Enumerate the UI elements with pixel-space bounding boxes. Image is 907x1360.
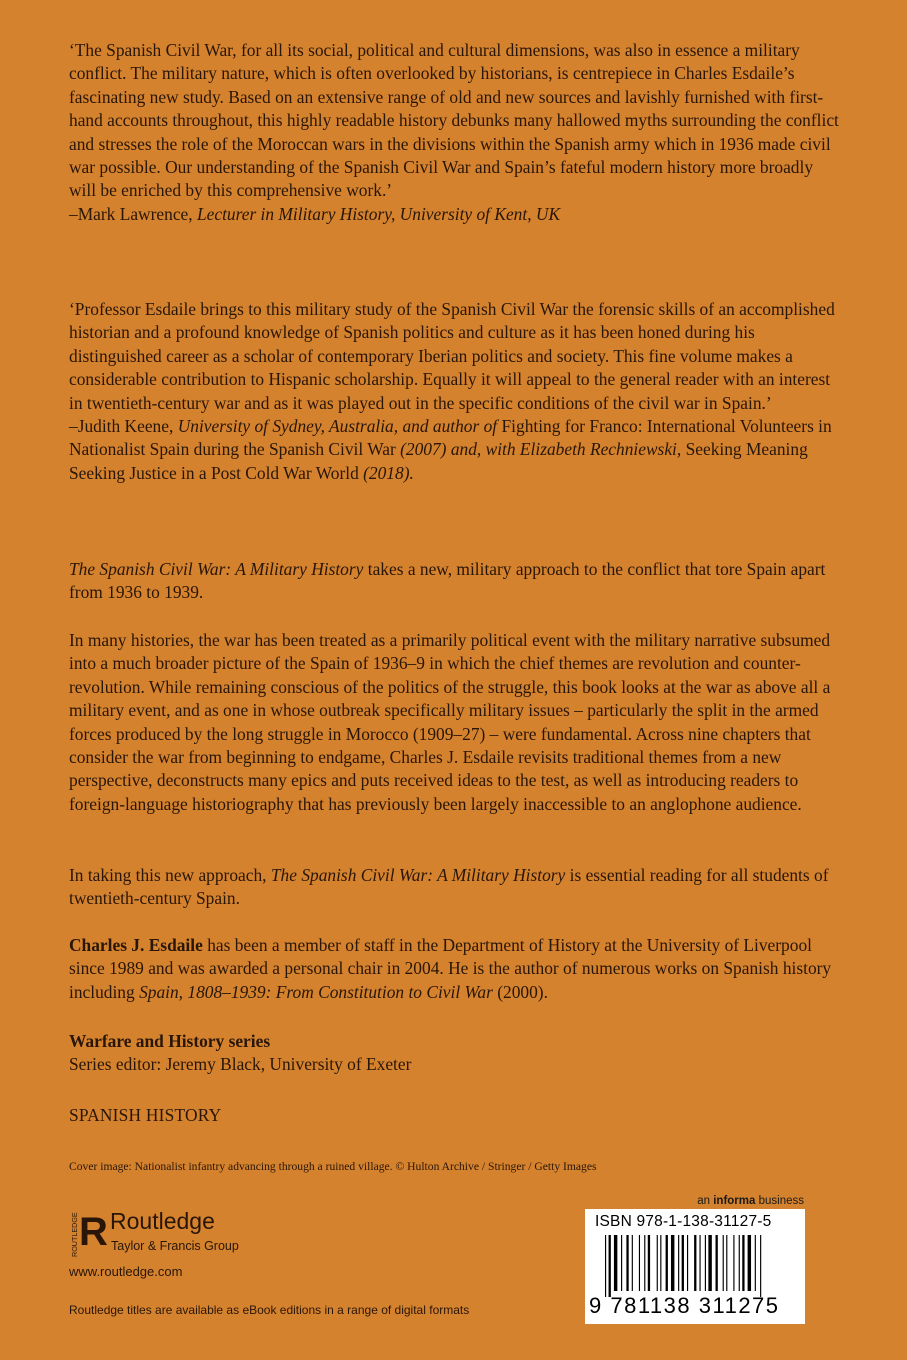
quote-affiliation: Lecturer in Military History, University of Kent, UK [196, 203, 561, 224]
barcode-bar [755, 1235, 756, 1291]
cover-image-credit: Cover image: Nationalist infantry advancing through a ruined village. © Hulton Archive / Stringer / Getty Images [69, 1160, 597, 1173]
quote-author: –Judith Keene, [69, 416, 174, 437]
series-editor: Series editor: Jeremy Black, University of Exeter [69, 1054, 412, 1075]
barcode-bar [694, 1235, 696, 1291]
publisher-logo [69, 1205, 309, 1265]
barcode-bars [605, 1235, 795, 1297]
quote-text: ‘The Spanish Civil War, for all its social, political and cultural dimensions, was also in essence a military conflict. The military nature, which is often overlooked by historians, is centrepiece in Charles Esdaile’s fascinating new study. Based on an extensive range of old and new sources and lavishly furnished with first-hand accounts throughout, this highly readable history debunks many hallowed myths surrounding the conflict and stresses the role of the Moroccan wars in the divisions within the Spanish army which in 1936 made civil war possible. Our understanding of the Spanish Civil War and Spain’s fateful modern history more broadly will be enriched by this comprehensive work.’ [69, 40, 839, 201]
barcode-bar [644, 1235, 645, 1291]
logo-letter: R [79, 1210, 108, 1254]
barcode-bar [708, 1235, 711, 1291]
barcode-bar [678, 1235, 679, 1291]
barcode-bar [742, 1235, 744, 1291]
logo-vertical-label: ROUTLEDGE [70, 1212, 79, 1257]
quote-book-note: (2018). [363, 462, 414, 483]
informa-business-label: an informa business [697, 1195, 804, 1207]
barcode-bar [648, 1235, 650, 1291]
barcode-bar [723, 1235, 724, 1291]
review-quote-1 [69, 39, 839, 226]
barcode-bar [660, 1235, 661, 1291]
description-paragraph-1 [69, 558, 839, 605]
book-title: The Spanish Civil War: A Military History [270, 865, 566, 885]
description-text: In many histories, the war has been treated as a primarily political event with the military narrative subsumed into a much broader picture of the Spain of 1936–9 in which the chief themes are revolution and counter-revolution. While remaining conscious of the politics of the struggle, this book looks at the war as above all a military event, and as one in whose outbreak specifically military issues – particularly the split in the armed forces produced by the long struggle in Morocco (1909–27) – were fundamental. Across nine chapters that consider the war from beginning to endgame, Charles J. Esdaile revisits traditional themes from a new perspective, deconstructs many epics and puts received ideas to the test, as well as introducing readers to foreign-language historiography that has previously been largely inaccessible to an anglophone audience. [69, 630, 831, 814]
description-paragraph-3 [69, 864, 839, 911]
barcode-bar [682, 1235, 684, 1291]
description-paragraph-2 [69, 629, 839, 816]
barcode-bar [726, 1235, 727, 1291]
quote-attribution [69, 203, 839, 226]
barcode-bar [699, 1235, 700, 1291]
barcode-bar [733, 1235, 734, 1291]
quote-book-note: (2007) and, with Elizabeth Rechniewski, [400, 439, 682, 460]
publisher-website: www.routledge.com [69, 1264, 183, 1279]
informa-brand: informa [713, 1195, 756, 1207]
publisher-group: Taylor & Francis Group [111, 1239, 239, 1253]
barcode-bar [716, 1235, 718, 1291]
description-text: In taking this new approach, [69, 865, 267, 885]
author-bio [69, 934, 839, 1004]
barcode-bar [705, 1235, 706, 1291]
author-name: Charles J. Esdaile [69, 935, 203, 955]
description-text: is essential reading for all students of twentieth-century Spain. [69, 865, 829, 909]
routledge-r-icon [69, 1205, 108, 1260]
barcode-bar [657, 1235, 658, 1291]
barcode-bar [748, 1235, 751, 1291]
barcode-bar [739, 1235, 740, 1291]
barcode-bar [609, 1235, 611, 1297]
ebook-note: Routledge titles are available as eBook editions in a range of digital formats [69, 1303, 470, 1317]
series-title: Warfare and History series [69, 1031, 271, 1051]
barcode-bar [687, 1235, 688, 1291]
quote-affiliation: University of Sydney, Australia, and author of [177, 416, 498, 437]
quote-attribution [69, 415, 839, 485]
barcode-bar [621, 1235, 622, 1291]
review-quote-2 [69, 298, 839, 485]
series-info [69, 1030, 839, 1077]
description-text: takes a new, military approach to the conflict that tore Spain apart from 1936 to 1939. [69, 559, 826, 603]
barcode-bar [614, 1235, 617, 1291]
barcode-bar [632, 1235, 633, 1291]
quote-author: –Mark Lawrence, [69, 203, 193, 224]
publisher-name: Routledge [110, 1208, 215, 1234]
bio-book-year: (2000). [497, 981, 548, 1002]
isbn-label: ISBN 978-1-138-31127-5 [595, 1213, 772, 1230]
subject-category: SPANISH HISTORY [69, 1105, 222, 1125]
bio-book-title: Spain, 1808–1939: From Constitution to Civil War [139, 981, 493, 1002]
barcode-bar [671, 1235, 674, 1291]
barcode-bar [760, 1235, 761, 1297]
barcode-bar [639, 1235, 640, 1291]
quote-text: ‘Professor Esdaile brings to this military study of the Spanish Civil War the forensic skills of an accomplished historian and a profound knowledge of Spanish politics and culture as it has been honed during his distinguished career as a scholar of contemporary Iberian politics and society. This fine volume makes a considerable contribution to Hispanic scholarship. Equally it will appeal to the general reader with an interest in twentieth-century war and as it was played out in the specific conditions of the civil war in Spain.’ [69, 299, 835, 413]
barcode-bar [626, 1235, 628, 1291]
bio-text: has been a member of staff in the Department of History at the University of Liverpool since 1989 and was awarded a personal chair in 2004. He is the author of numerous works on Spanish history including [69, 935, 832, 1002]
quote-book-title: Seeking Meaning Seeking Justice in a Post Cold War World [69, 439, 808, 483]
barcode-bar [605, 1235, 606, 1297]
barcode-bar [666, 1235, 668, 1291]
isbn-barcode [585, 1209, 805, 1324]
barcode-digits: 9 781138 311275 [589, 1293, 780, 1318]
book-title: The Spanish Civil War: A Military History [69, 559, 364, 579]
quote-book-title: Fighting for Franco: International Volunteers in Nationalist Spain during the Spanish Civil War [69, 416, 832, 460]
